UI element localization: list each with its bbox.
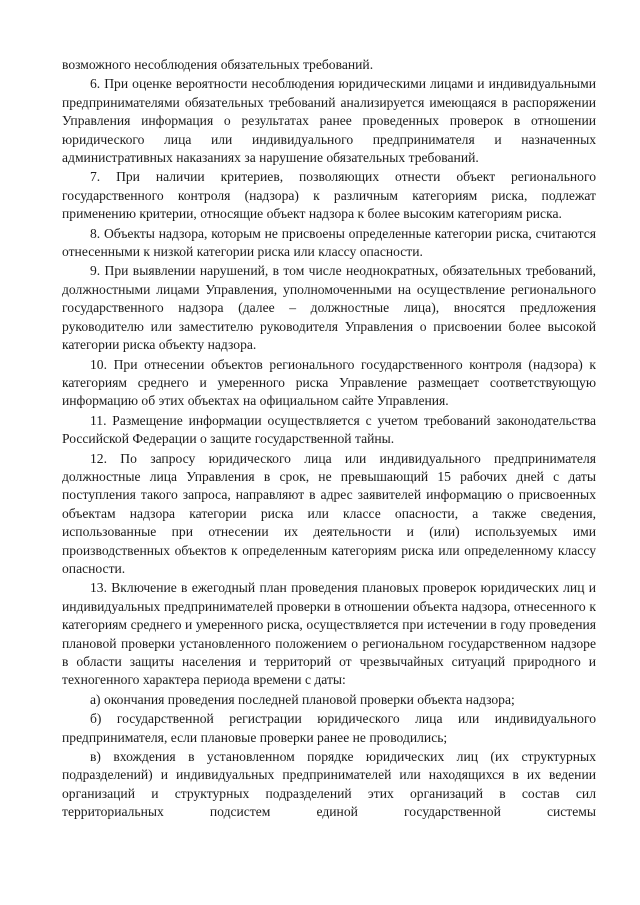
paragraph-7: 7. При наличии критериев, позволяющих отнести объект регионального государственного контроля (надзора) к различным категориям риска, подлежат применению критерии, относящие объект надзора к более высоким категориям риска.	[62, 169, 596, 222]
paragraph-13-a: а) окончания проведения последней плановой проверки объекта надзора;	[90, 691, 515, 707]
paragraph-10: 10. При отнесении объектов регионального государственного контроля (надзора) к категориям среднего и умеренного риска Управление размещает соответствующую информацию об этих объектах на официальном сайте Управления.	[62, 356, 596, 409]
paragraph-9: 9. При выявлении нарушений, в том числе неоднократных, обязательных требований, должностными лицами Управления, уполномоченными на осуществление регионального государственного надзора (далее – должностные лица), вносятся предложения руководителю или заместителю руководителя Управления о присвоении более высокой категории риска объекту надзора.	[62, 263, 596, 353]
paragraph-12: 12. По запросу юридического лица или индивидуального предпринимателя должностные лица Управления в срок, не превышающий 15 рабочих дней с даты поступления такого запроса, направляют в адрес заявителей информацию о присвоенных объектам надзора категории риска или классе опасности, а также сведения, использованные при отнесении их деятельности и (или) используемых ими производственных объектов к определенным категориям риска или определенному классу опасности.	[62, 450, 596, 576]
paragraph-13-v: в) вхождения в установленном порядке юридических лиц (их структурных подразделений) и индивидуальных предпринимателей или находящихся в их ведении организаций и структурных подразделений этих организаций в состав сил территориальных подсистем единой государственной системы	[62, 749, 596, 820]
paragraph-continuation: возможного несоблюдения обязательных требований.	[62, 57, 374, 72]
paragraph-6: 6. При оценке вероятности несоблюдения юридическими лицами и индивидуальными предпринимателями обязательных требований анализируется имеющаяся в распоряжении Управления информация о результатах ранее проведенных проверок в отношении юридического лица или индивидуального предпринимателя и назначенных административных наказаниях за нарушение обязательных требований.	[62, 76, 596, 166]
paragraph-13-b: б) государственной регистрации юридического лица или индивидуального предпринимателя, если плановые проверки ранее не проводились;	[62, 711, 596, 745]
paragraph-8: 8. Объекты надзора, которым не присвоены определенные категории риска, считаются отнесенными к низкой категории риска или классу опасности.	[62, 225, 596, 260]
paragraph-11: 11. Размещение информации осуществляется с учетом требований законодательства Российской Федерации о защите государственной тайны.	[62, 412, 596, 447]
paragraph-13: 13. Включение в ежегодный план проведения плановых проверок юридических лиц и индивидуальных предпринимателей проверки в отношении объекта надзора, отнесенного к категориям среднего и умеренного риска, осуществляется при истечении в году проведения плановой проверки установленного положением о региональном государственном надзоре в области защиты населения и территорий от чрезвычайных ситуаций природного и техногенного характера периода времени с даты:	[62, 580, 596, 688]
document-page	[62, 56, 596, 823]
